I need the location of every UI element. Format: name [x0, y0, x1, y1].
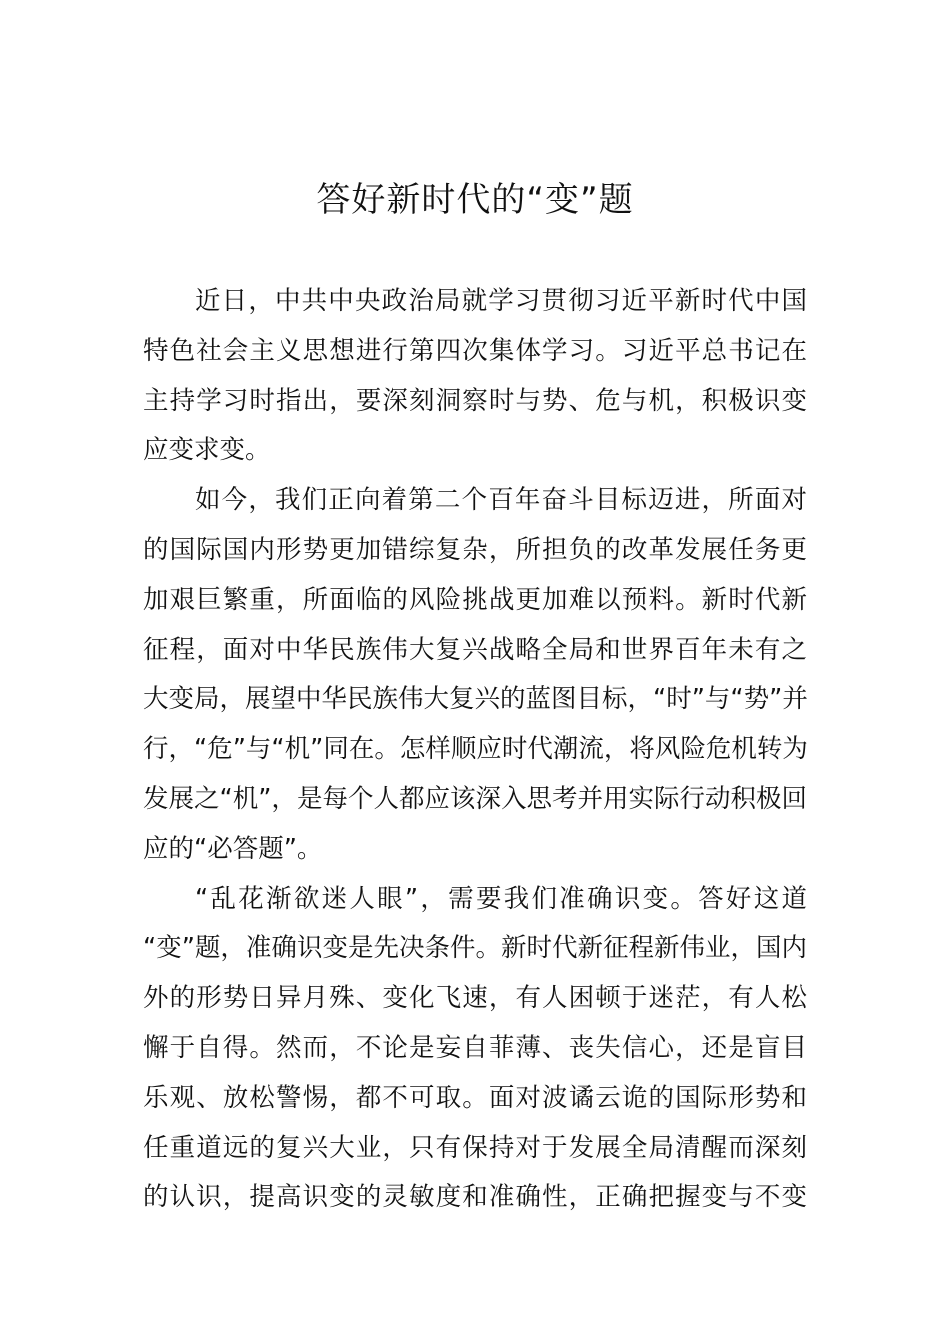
paragraph-2 — [143, 476, 807, 874]
paragraph-line: 应的“必答题”。 — [143, 833, 323, 864]
paragraph-line: 外的形势日异月殊、变化飞速，有人困顿于迷茫，有人松 — [143, 983, 807, 1014]
paragraph-line: 的国际国内形势更加错综复杂，所担负的改革发展任务更 — [143, 534, 807, 565]
paragraph-line: “乱花渐欲迷人眼”，需要我们准确识变。答好这道 — [195, 883, 807, 914]
paragraph-line: 发展之“机”，是每个人都应该深入思考并用实际行动积极回 — [143, 783, 807, 814]
paragraph-line: 如今，我们正向着第二个百年奋斗目标迈进，所面对 — [195, 485, 807, 516]
paragraph-line: 任重道远的复兴大业，只有保持对于发展全局清醒而深刻 — [143, 1132, 807, 1163]
document-body — [143, 277, 807, 1223]
paragraph-line: 大变局，展望中华民族伟大复兴的蓝图目标，“时”与“势”并 — [143, 684, 808, 715]
paragraph-line: 乐观、放松警惕，都不可取。面对波谲云诡的国际形势和 — [143, 1082, 807, 1113]
document-title: 答好新时代的“变”题 — [316, 180, 634, 220]
paragraph-line: 征程，面对中华民族伟大复兴战略全局和世界百年未有之 — [143, 634, 807, 665]
paragraph-line: 近日，中共中央政治局就学习贯彻习近平新时代中国 — [195, 286, 807, 316]
paragraph-line: 主持学习时指出，要深刻洞察时与势、危与机，积极识变 — [143, 385, 807, 416]
paragraph-3 — [143, 875, 807, 1224]
paragraph-line: 特色社会主义思想进行第四次集体学习。习近平总书记在 — [143, 335, 807, 366]
paragraph-line: 行，“危”与“机”同在。怎样顺应时代潮流，将风险危机转为 — [143, 734, 808, 765]
paragraph-line: 应变求变。 — [143, 435, 271, 466]
paragraph-line: 加艰巨繁重，所面临的风险挑战更加难以预料。新时代新 — [143, 584, 807, 615]
paragraph-line: 的认识，提高识变的灵敏度和准确性，正确把握变与不变 — [143, 1182, 807, 1213]
paragraph-1 — [143, 277, 807, 476]
paragraph-line: 懈于自得。然而，不论是妄自菲薄、丧失信心，还是盲目 — [143, 1032, 807, 1063]
paragraph-line: “变”题，准确识变是先决条件。新时代新征程新伟业，国内 — [143, 933, 807, 964]
